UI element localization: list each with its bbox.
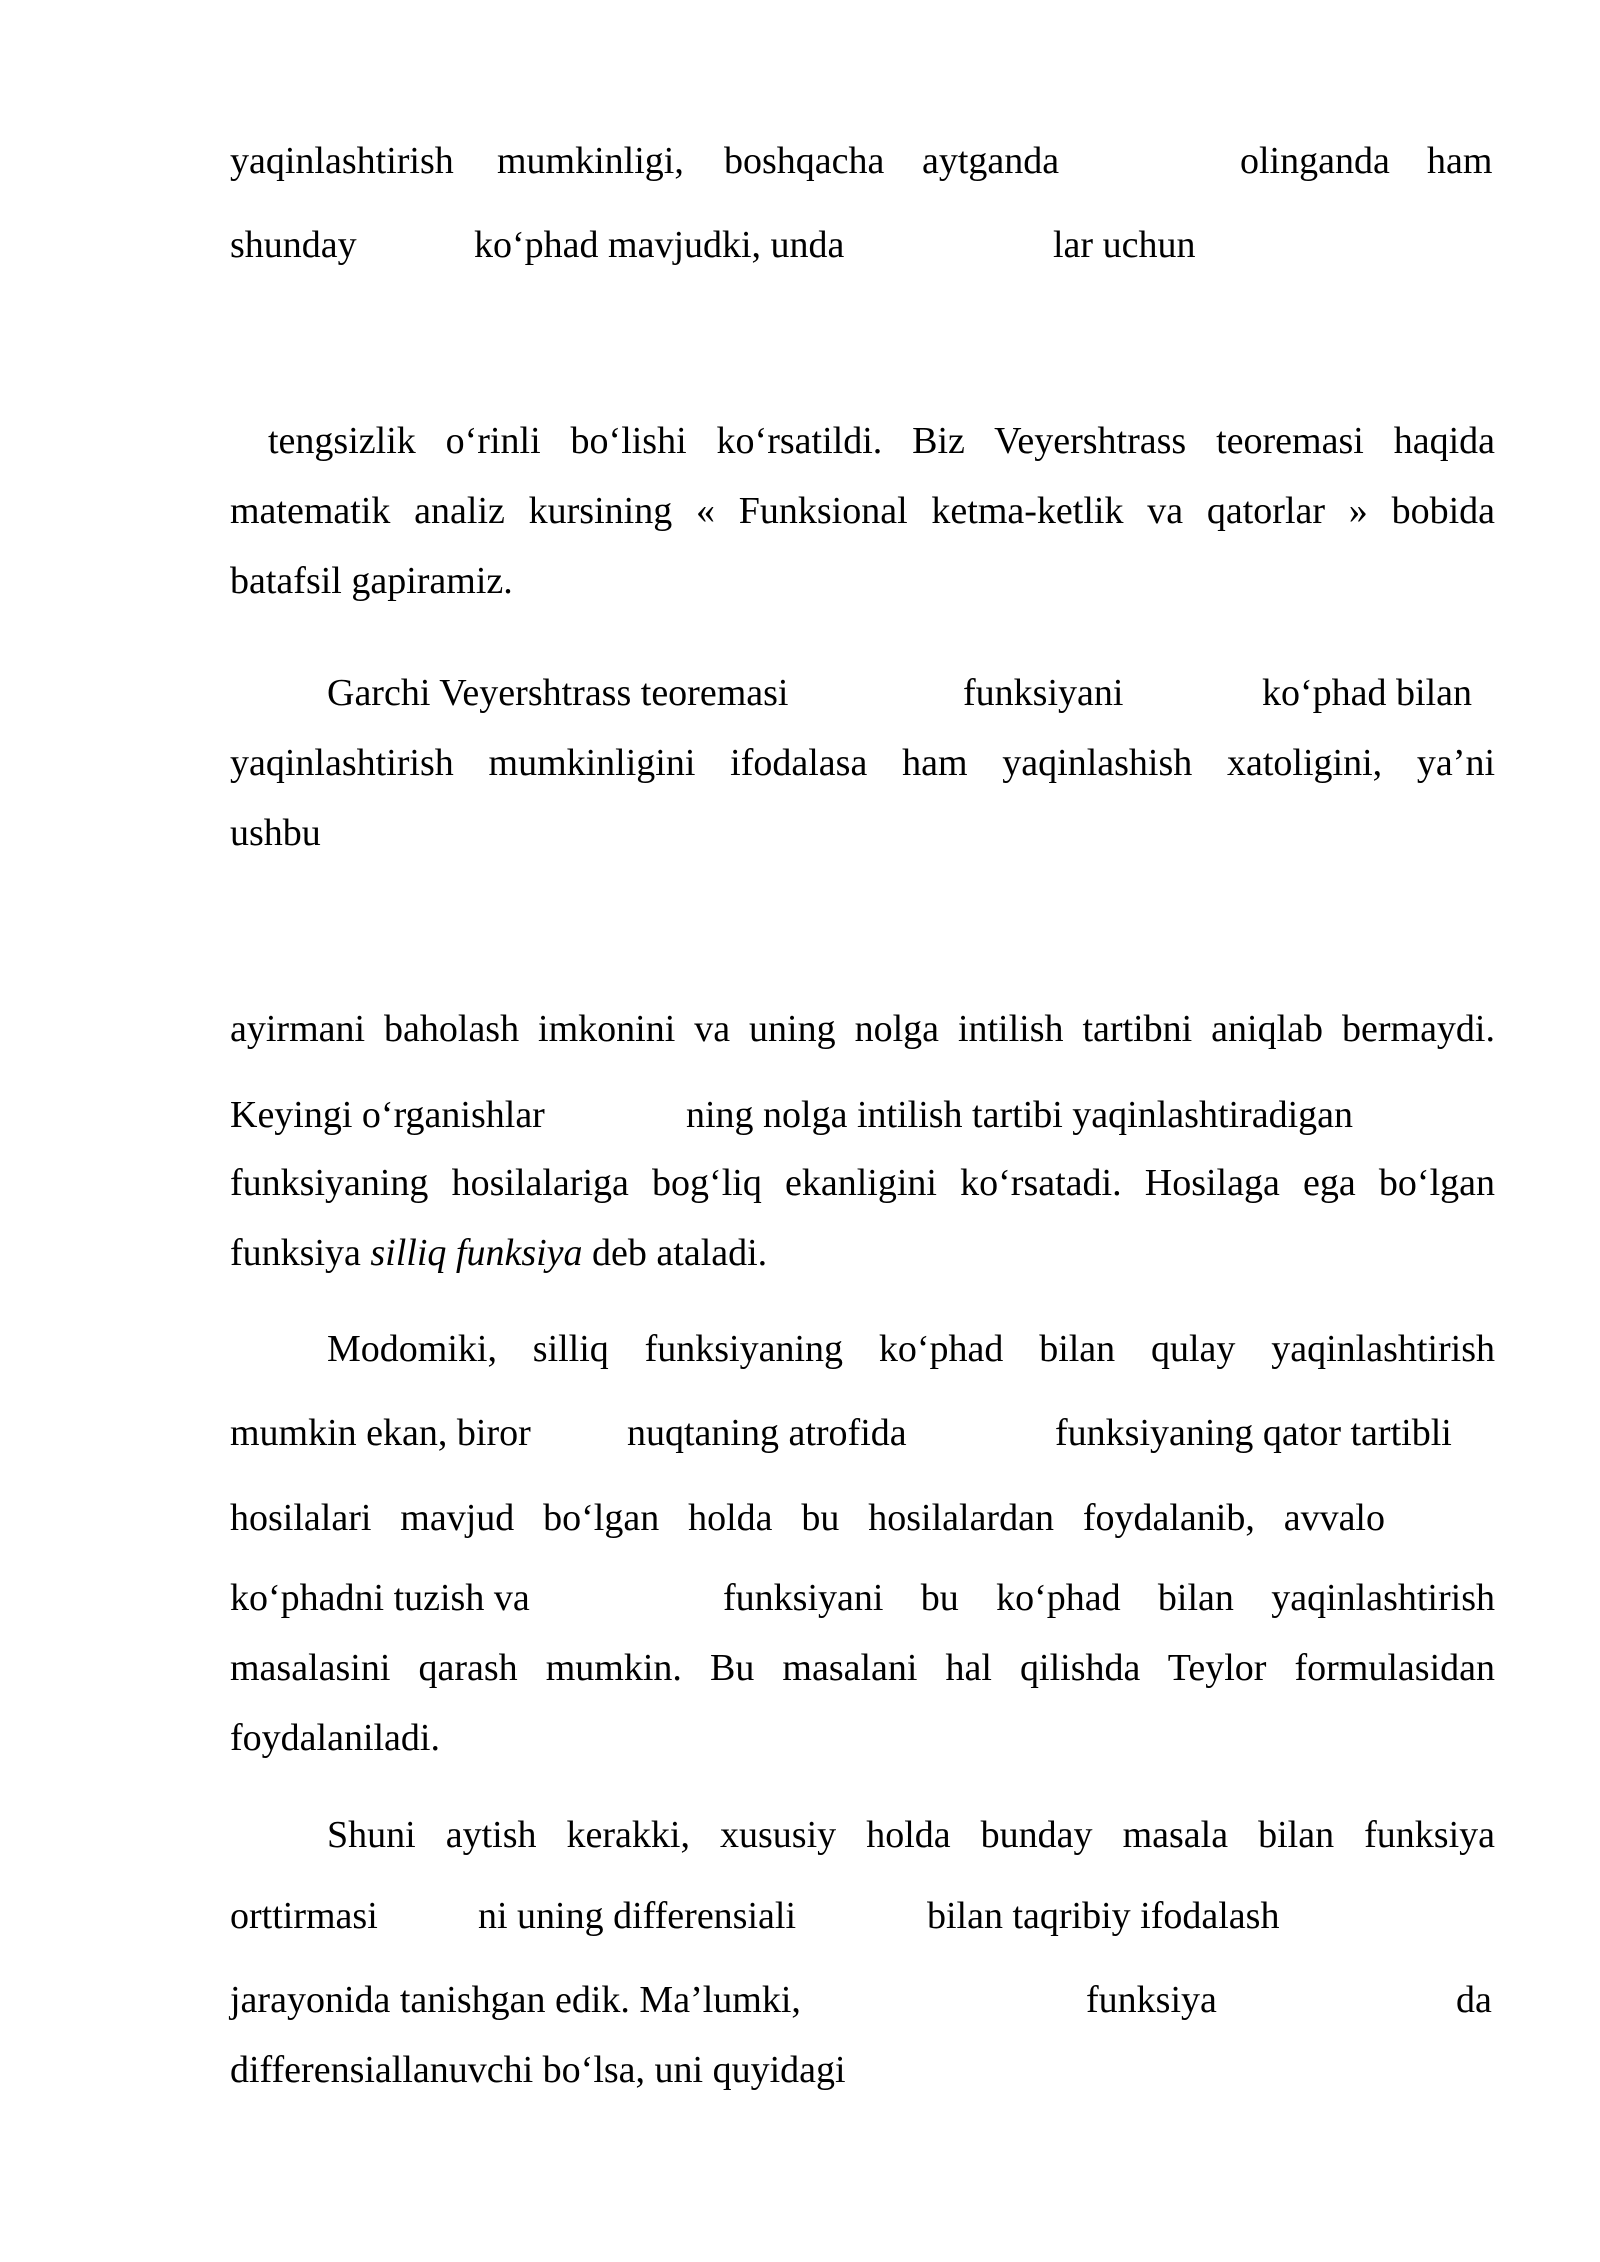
text-segment: orttirmasi <box>230 1895 378 1937</box>
text-segment: mumkinligi, <box>497 140 684 182</box>
paragraph-line: differensiallanuvchi bo‘lsa, uni quyidagi <box>230 2049 846 2091</box>
paragraph-line: matematik analiz kursining « Funksional ketma-ketlik va qatorlar » bobida <box>230 490 1495 532</box>
text-segment: da <box>1456 1979 1492 2021</box>
paragraph-line: tengsizlik o‘rinli bo‘lishi ko‘rsatildi. Biz Veyershtrass teoremasi haqida <box>268 420 1495 462</box>
paragraph-line: foydalaniladi. <box>230 1717 440 1759</box>
paragraph-line: funksiyaning hosilalariga bog‘liq ekanligini ko‘rsatadi. Hosilaga ega bo‘lgan <box>230 1162 1495 1204</box>
text-segment: jarayonida tanishgan edik. Ma’lumki, <box>230 1979 801 2021</box>
text-segment: mumkin ekan, biror <box>230 1412 531 1454</box>
paragraph-line: ayirmani baholash imkonini va uning nolga intilish tartibni aniqlab bermaydi. <box>230 1008 1495 1050</box>
paragraph-line: hosilalari mavjud bo‘lgan holda bu hosilalardan foydalanib, avvalo <box>230 1497 1385 1539</box>
text-segment: funksiyaning qator tartibli <box>1055 1412 1452 1454</box>
text-segment: ko‘phadni tuzish va <box>230 1577 530 1619</box>
paragraph-line: masalasini qarash mumkin. Bu masalani hal qilishda Teylor formulasidan <box>230 1647 1495 1689</box>
text-segment: deb ataladi. <box>592 1232 768 1274</box>
text-segment: funksiya <box>230 1232 361 1274</box>
paragraph-line: yaqinlashtirish mumkinligini ifodalasa ham yaqinlashish xatoligini, ya’ni <box>230 742 1495 784</box>
text-segment: funksiya <box>1086 1979 1217 2021</box>
text-segment: nuqtaning atrofida <box>627 1412 907 1454</box>
text-segment: Garchi Veyershtrass teoremasi <box>327 672 789 714</box>
text-segment: ni uning differensiali <box>478 1895 797 1937</box>
paragraph-line: batafsil gapiramiz. <box>230 560 513 602</box>
text-segment: aytganda <box>922 140 1060 182</box>
text-segment: ham <box>1427 140 1493 182</box>
text-segment: shunday <box>230 224 357 266</box>
text-segment: lar uchun <box>1053 224 1196 266</box>
text-segment: boshqacha <box>724 140 885 182</box>
text-segment: bilan taqribiy ifodalash <box>927 1895 1280 1937</box>
text-segment: funksiyani <box>963 672 1124 714</box>
text-segment: yaqinlashtirish <box>230 140 454 182</box>
term-italic: silliq funksiya <box>370 1232 583 1274</box>
paragraph-line: Modomiki, silliq funksiyaning ko‘phad bilan qulay yaqinlashtirish <box>327 1328 1495 1370</box>
text-segment: ning nolga intilish tartibi yaqinlashtiradigan <box>686 1094 1354 1136</box>
paragraph-line <box>230 1230 1495 1276</box>
text-segment: ko‘phad bilan <box>1262 672 1473 714</box>
text-segment: ko‘phad mavjudki, unda <box>474 224 845 266</box>
paragraph-line: Shuni aytish kerakki, xususiy holda bunday masala bilan funksiya <box>327 1814 1495 1856</box>
paragraph-line: ushbu <box>230 812 321 854</box>
text-segment: funksiyani bu ko‘phad bilan yaqinlashtirish <box>723 1577 1495 1619</box>
text-segment: olinganda <box>1240 140 1390 182</box>
text-segment: Keyingi o‘rganishlar <box>230 1094 545 1136</box>
